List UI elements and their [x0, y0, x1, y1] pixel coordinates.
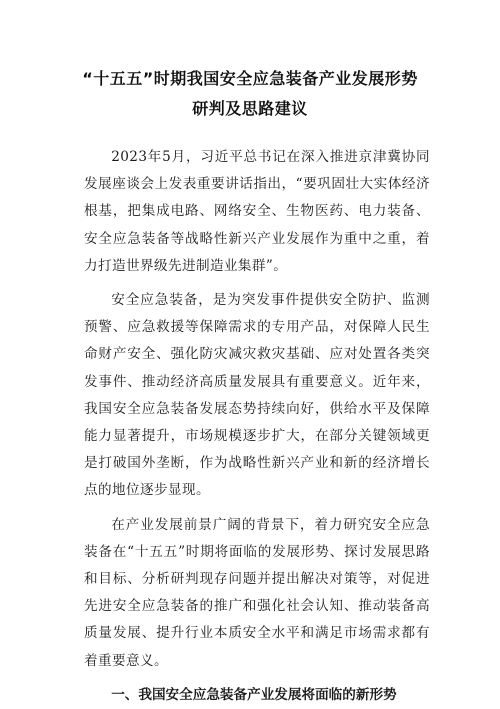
document-body: [84, 144, 430, 709]
document-title-line-2: 研判及思路建议: [192, 99, 308, 118]
paragraph-2: 安全应急装备，是为突发事件提供安全防护、监测预警、应急救援等保障需求的专用产品，对保障人民生命财产安全、强化防灾减灾救灾基础、应对处置各类突发事件、推动经济高质量发展具有重要意义。近年来，我国安全应急装备发展态势持续向好，供给水平及保障能力显著提升，市场规模逐步扩大，在部分关键领域更是打破国外垄断，作为战略性新兴产业和新的经济增长点的地位逐步显现。: [84, 292, 430, 499]
document-title-line-1: “十五五”时期我国安全应急装备产业发展形势: [82, 69, 418, 88]
paragraph-1: 2023年5月，习近平总书记在深入推进京津冀协同发展座谈会上发表重要讲话指出，“要巩固壮大实体经济根基，把集成电路、网络安全、生物医药、电力装备、安全应急装备等战略性新兴产业发展作为重中之重，着力打造世界级先进制造业集群”。: [84, 149, 430, 274]
section-heading: 一、我国安全应急装备产业发展将面临的新形势: [111, 686, 397, 703]
paragraph-3: 在产业发展前景广阔的背景下，着力研究安全应急装备在“十五五”时期将面临的发展形势、探讨发展思路和目标、分析研判现存问题并提出解决对策等，对促进先进安全应急装备的推广和强化社会认知、推动装备高质量发展、提升行业本质安全水平和满足市场需求都有着重要意义。: [84, 516, 430, 669]
